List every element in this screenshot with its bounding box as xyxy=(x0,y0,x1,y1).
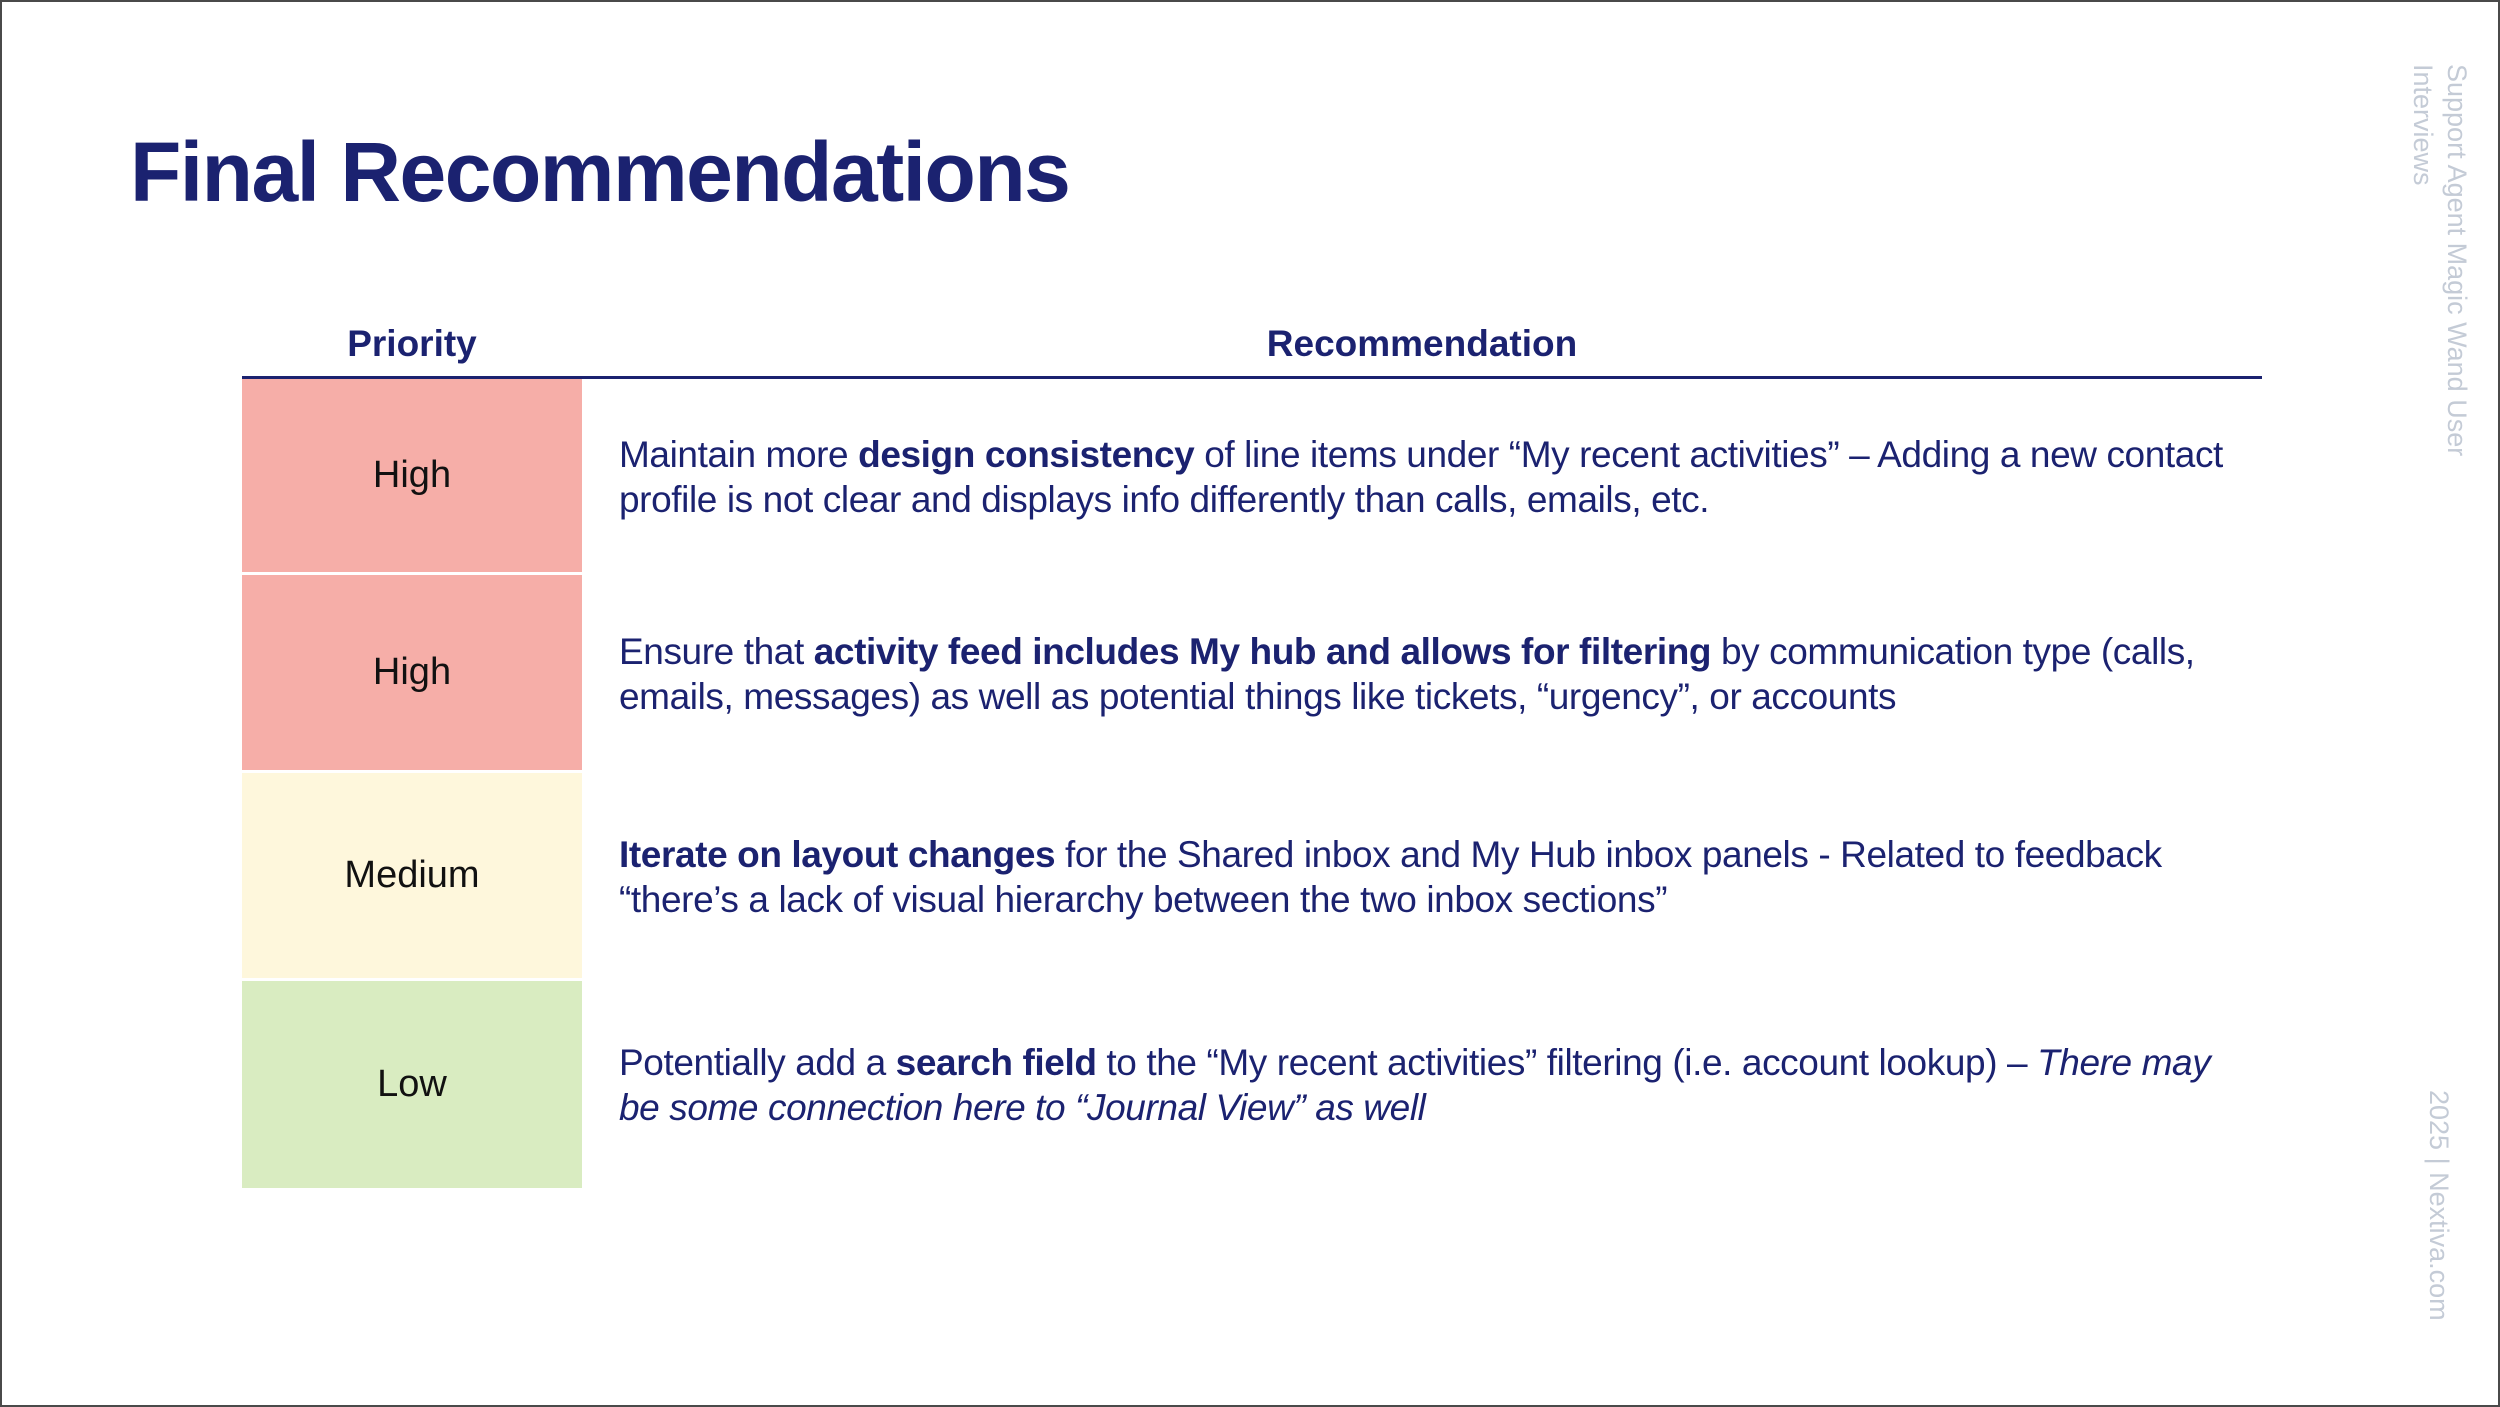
table-header xyxy=(242,318,2262,379)
recommendation-text xyxy=(619,629,2242,719)
recommendation-emphasis: search field xyxy=(895,1041,1097,1083)
recommendation-text xyxy=(619,832,2242,922)
slide-title: Final Recommendations xyxy=(130,125,1070,219)
recommendation-text xyxy=(619,432,2242,522)
recommendation-cell xyxy=(582,981,2262,1188)
recommendation-cell xyxy=(582,773,2262,981)
table-row xyxy=(242,575,2262,773)
recommendation-emphasis: activity feed includes My hub and allows for filtering xyxy=(813,631,1712,672)
priority-cell: High xyxy=(242,379,582,575)
priority-cell: Low xyxy=(242,981,582,1188)
priority-cell: High xyxy=(242,575,582,773)
recommendation-emphasis: Iterate on layout changes xyxy=(619,834,1056,875)
priority-column-header: Priority xyxy=(347,323,477,364)
recommendation-segment: Ensure that xyxy=(619,631,814,672)
recommendation-emphasis: design consistency xyxy=(858,434,1195,475)
recommendation-column-header: Recommendation xyxy=(1266,323,1578,364)
recommendation-segment: by communication type (calls, emails, messages) as well as potential things like tickets, “urgency”, or accounts xyxy=(619,631,2195,717)
recommendation-segment: of line items under “My recent activities” – Adding a new contact profile is not clear and displays info differently than calls, emails, etc. xyxy=(619,434,2223,520)
recommendation-italic-note: There may be some connection here to “Journal View” as well xyxy=(619,1041,2211,1128)
side-label-top: Support Agent Magic Wand User Interviews xyxy=(2408,64,2472,457)
recommendation-segment: Maintain more xyxy=(619,434,859,475)
table-row xyxy=(242,981,2262,1188)
table-row xyxy=(242,379,2262,575)
priority-cell: Medium xyxy=(242,773,582,981)
recommendation-text xyxy=(619,1040,2242,1130)
recommendation-cell xyxy=(582,575,2262,773)
recommendations-table xyxy=(242,318,2262,1188)
side-label-bottom: 2025 | Nextiva.com xyxy=(2424,1090,2454,1321)
recommendation-segment: Potentially add a xyxy=(619,1041,896,1083)
recommendation-segment: to the “My recent activities” filtering (i.e. account lookup) – xyxy=(1096,1041,2038,1083)
table-row xyxy=(242,773,2262,981)
recommendation-cell xyxy=(582,379,2262,575)
recommendation-segment: for the Shared inbox and My Hub inbox panels - Related to feedback “there’s a lack of visual hierarchy between the two inbox sections” xyxy=(619,834,2162,920)
